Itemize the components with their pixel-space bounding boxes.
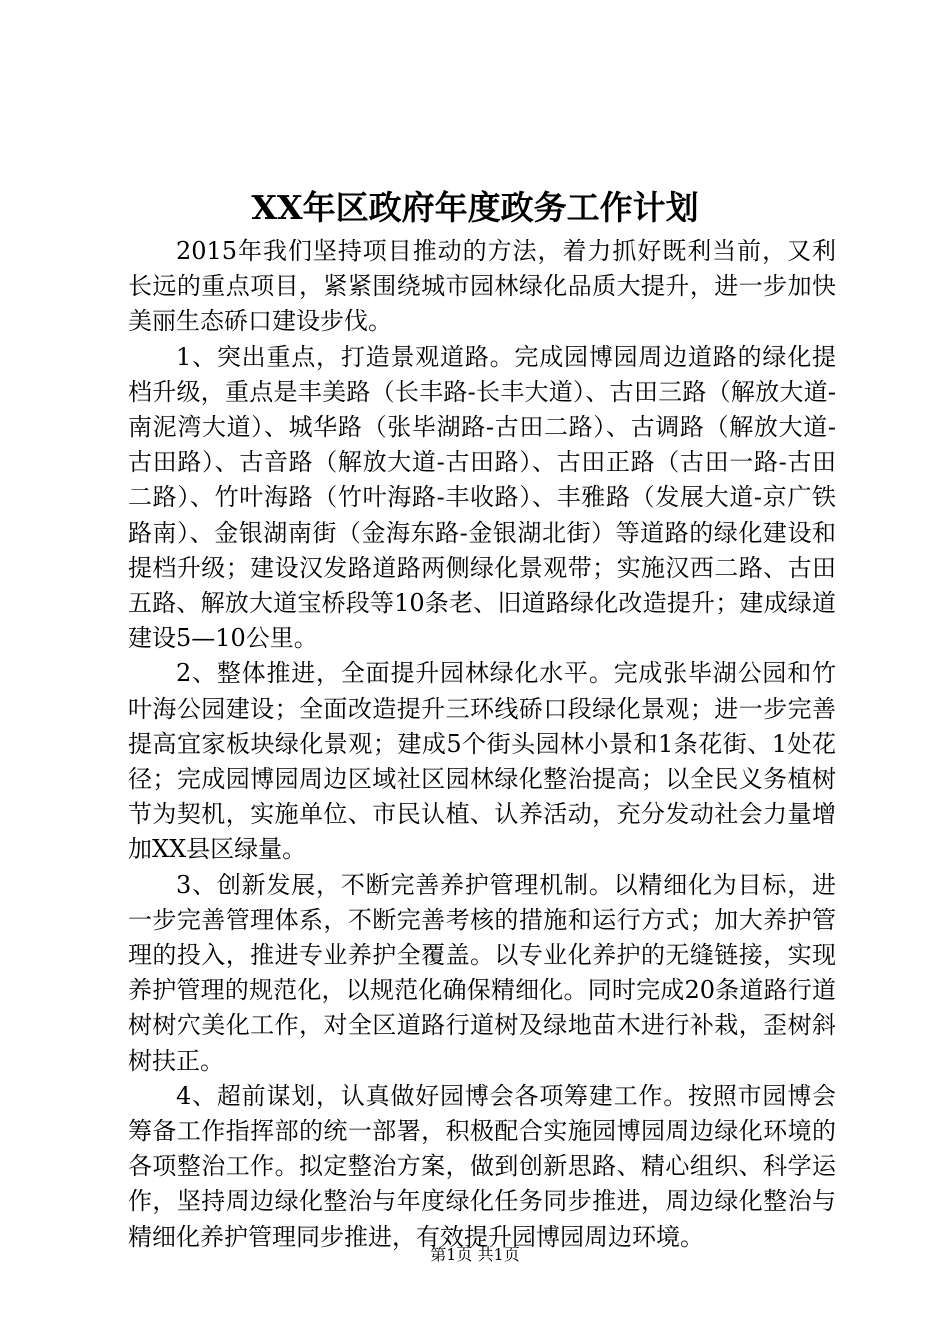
page-footer: 第1页 共1页 bbox=[430, 1245, 520, 1264]
document-title: XX年区政府年度政务工作计划 bbox=[251, 188, 699, 227]
paragraph-item-3: 3、创新发展，不断完善养护管理机制。以精细化为目标，进一步完善管理体系，不断完善考核的措施和运行方式；加大养护管理的投入，推进专业养护全覆盖。以专业化养护的无缝链接，实现养护管理的规范化，以规范化确保精细化。同时完成20条道路行道树树穴美化工作，对全区道路行道树及绿地苗木进行补栽，歪树斜树扶正。 bbox=[128, 870, 836, 1075]
paragraph-item-1: 1、突出重点，打造景观道路。完成园博园周边道路的绿化提档升级，重点是丰美路（长丰路-长丰大道）、古田三路（解放大道-南泥湾大道）、城华路（张毕湖路-古田二路）、古调路（解放大道-古田路）、古音路（解放大道-古田路）、古田正路（古田一路-古田二路）、竹叶海路（竹叶海路-丰收路）、丰雅路（发展大道-京广铁路南）、金银湖南街（金海东路-金银湖北街）等道路的绿化建设和提档升级；建设汉发路道路两侧绿化景观带；实施汉西二路、古田五路、解放大道宝桥段等10条老、旧道路绿化改造提升；建成绿道建设5—10公里。 bbox=[128, 342, 836, 653]
paragraph-item-4: 4、超前谋划，认真做好园博会各项筹建工作。按照市园博会筹备工作指挥部的统一部署，积极配合实施园博园周边绿化环境的各项整治工作。拟定整治方案，做到创新思路、精心组织、科学运作，坚持周边绿化整治与年度绿化任务同步推进，周边绿化整治与精细化养护管理同步推进，有效提升园博园周边环境。 bbox=[128, 1081, 836, 1251]
paragraph-intro: 2015年我们坚持项目推动的方法，着力抓好既利当前，又利长远的重点项目，紧紧围绕城市园林绿化品质大提升，进一步加快美丽生态硚口建设步伐。 bbox=[128, 237, 836, 336]
paragraph-item-2: 2、整体推进，全面提升园林绿化水平。完成张毕湖公园和竹叶海公园建设；全面改造提升三环线硚口段绿化景观；进一步完善提高宜家板块绿化景观；建成5个街头园林小景和1条花街、1处花径；完成园博园周边区域社区园林绿化整治提高；以全民义务植树节为契机，实施单位、市民认植、认养活动，充分发动社会力量增加XX县区绿量。 bbox=[128, 659, 836, 864]
document-body bbox=[128, 234, 836, 1255]
